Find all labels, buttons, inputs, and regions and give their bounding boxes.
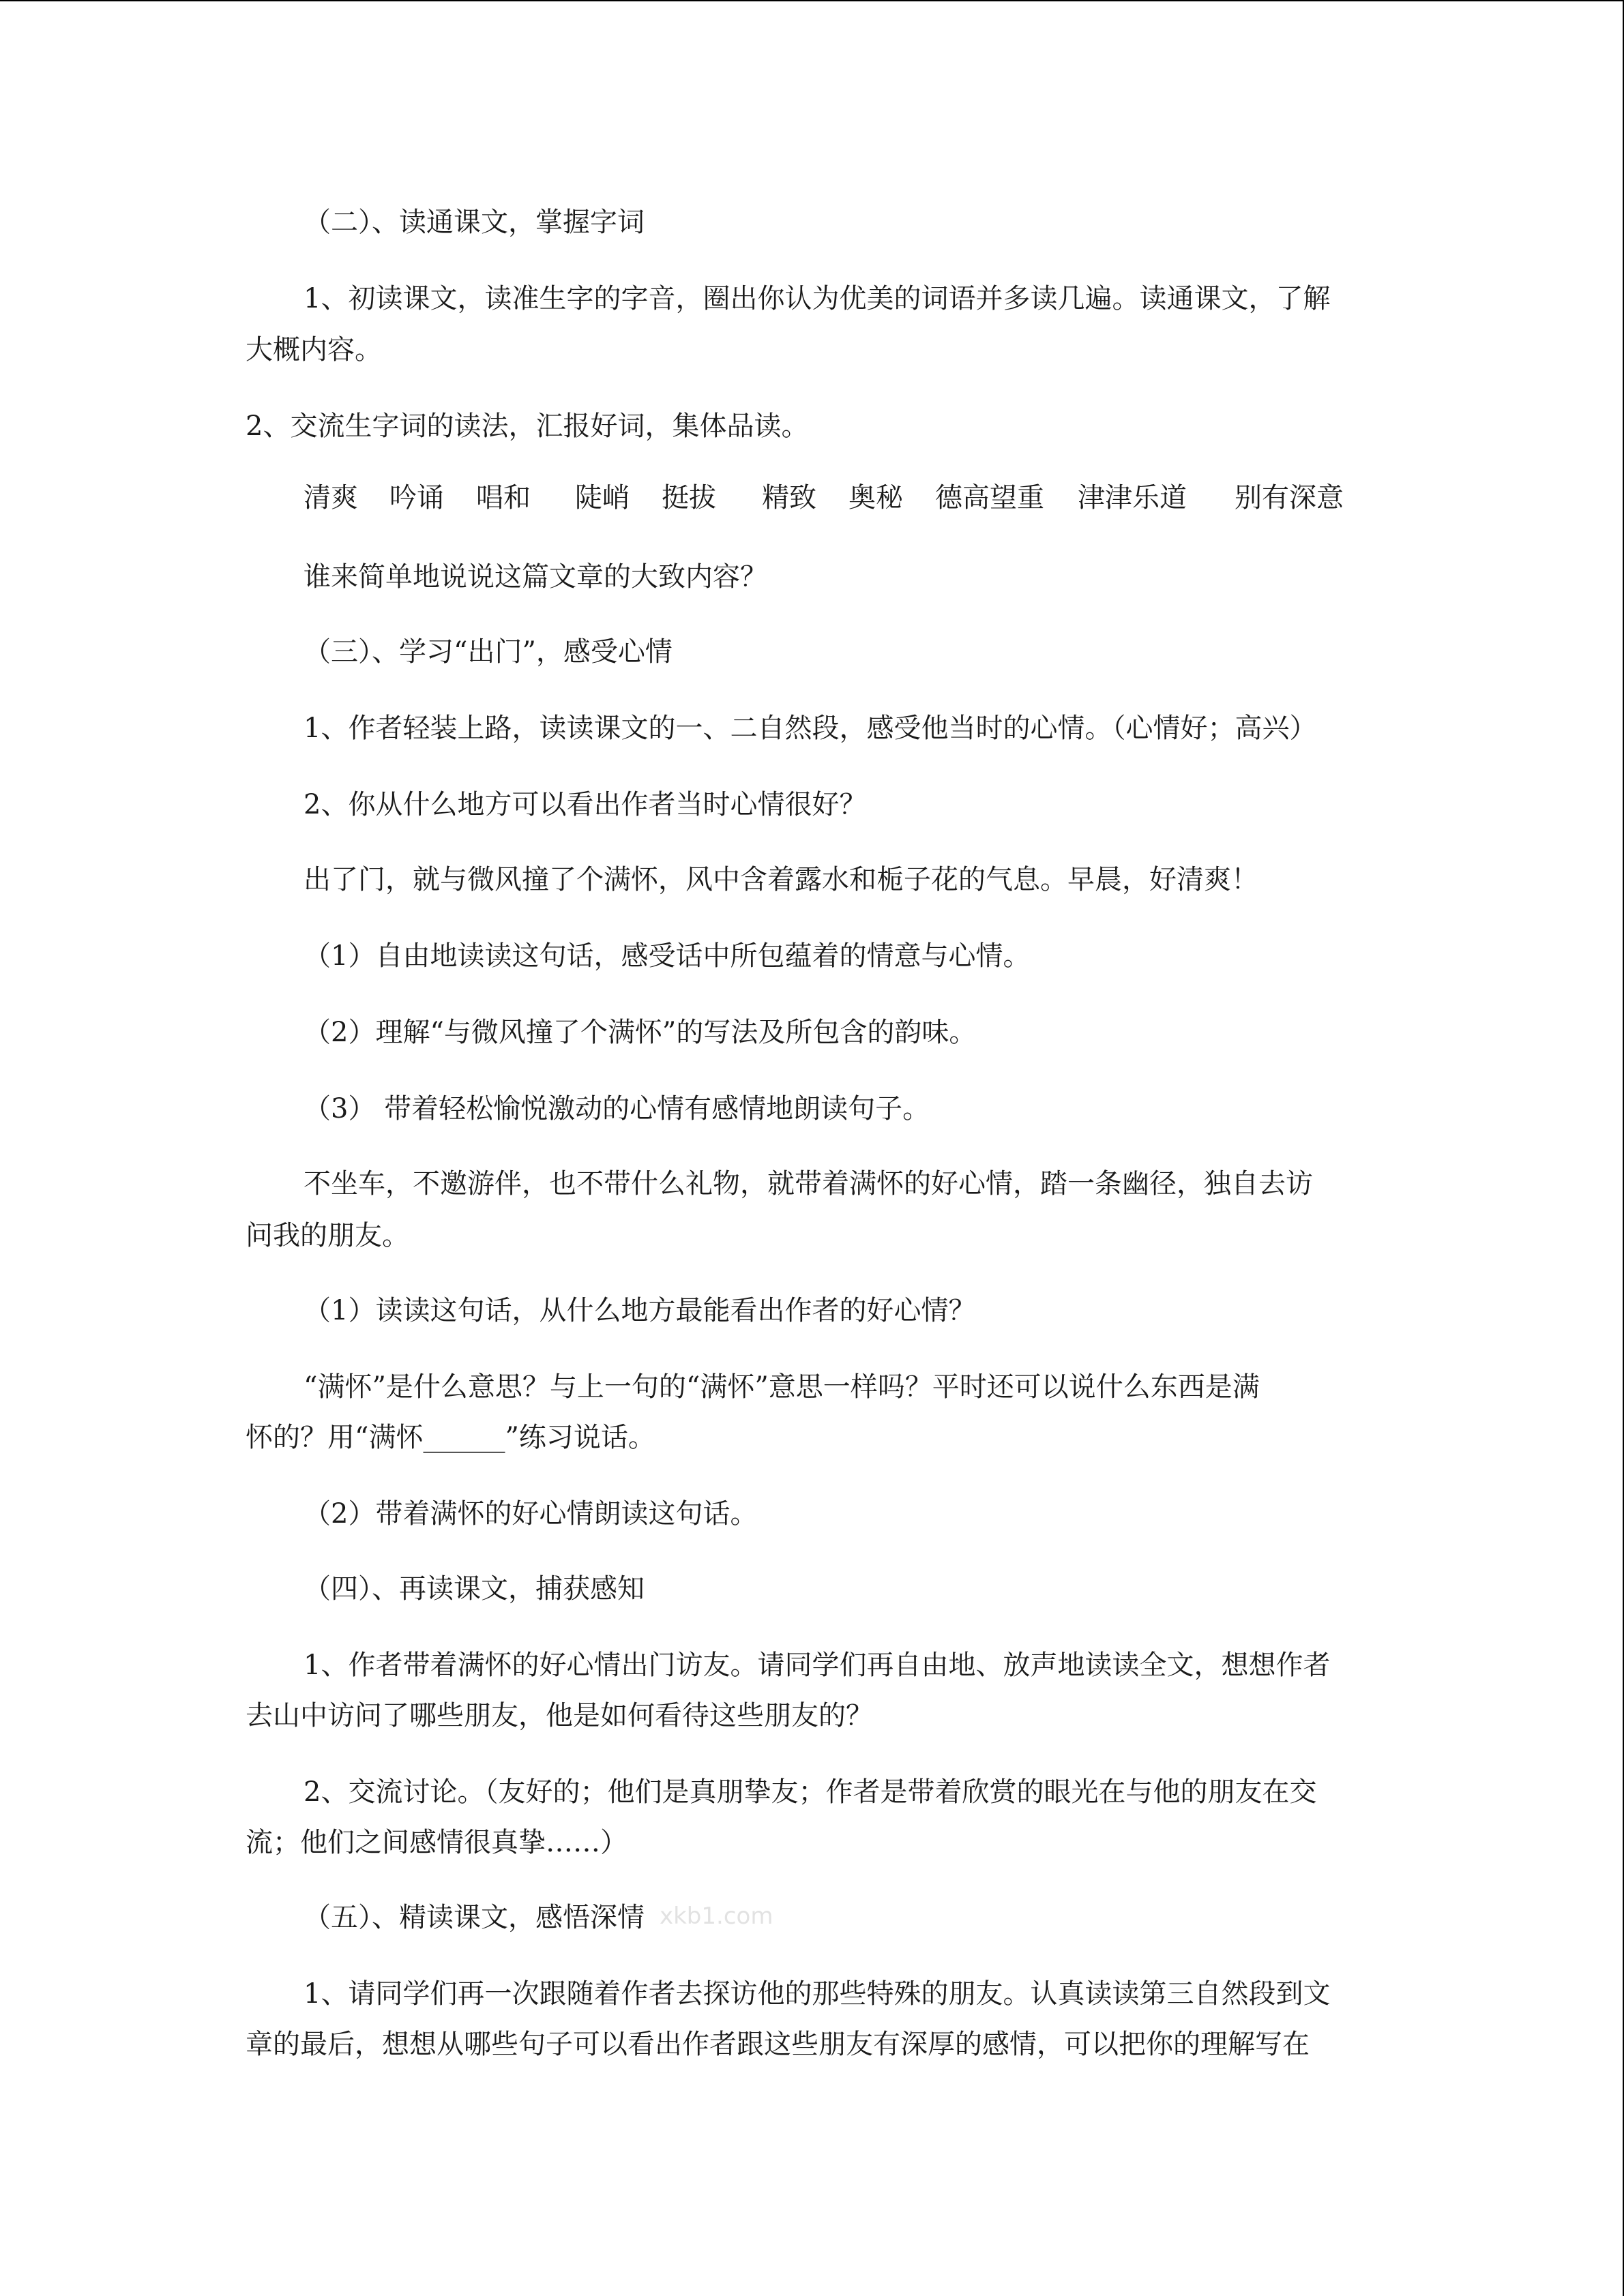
paragraph-line: （2）理解“与微风撞了个满怀”的写法及所包含的韵味。	[304, 1017, 977, 1048]
heading-section-4: （四）、再读课文，捕获感知	[304, 1573, 645, 1605]
paragraph-line: 2、交流讨论。（友好的；他们是真朋挚友；作者是带着欣赏的眼光在与他的朋友在交	[304, 1776, 1317, 1808]
vocab-word: 津津乐道	[1078, 482, 1187, 513]
paragraph-line: 2、你从什么地方可以看出作者当时心情很好？	[304, 789, 867, 820]
paragraph-line: 1、作者轻装上路，读读课文的一、二自然段，感受他当时的心情。（心情好；高兴）	[304, 713, 1317, 744]
quoted-sentence: 出了门，就与微风撞了个满怀，风中含着露水和栀子花的气息。早晨，好清爽！	[304, 864, 1258, 895]
watermark-text: xkb1.com	[660, 1903, 773, 1930]
paragraph-line: 去山中访问了哪些朋友，他是如何看待这些朋友的？	[246, 1700, 873, 1731]
paragraph-line: （3） 带着轻松愉悦激动的心情有感情地朗读句子。	[304, 1093, 930, 1124]
vocab-word: 陡峭	[575, 482, 630, 513]
paragraph-line: 流；他们之间感情很真挚……）	[246, 1827, 628, 1858]
paragraph-line: 2、交流生字词的读法，汇报好词，集体品读。	[246, 411, 809, 442]
paragraph-line: （2）带着满怀的好心情朗读这句话。	[304, 1498, 758, 1530]
quoted-sentence: 问我的朋友。	[246, 1220, 409, 1251]
paragraph-line: （1）读读这句话，从什么地方最能看出作者的好心情？	[304, 1295, 976, 1326]
vocab-word: 吟诵	[389, 482, 444, 513]
paragraph-line: “满怀”是什么意思？与上一句的“满怀”意思一样吗？平时还可以说什么东西是满	[304, 1371, 1260, 1403]
vocab-word: 精致	[762, 482, 816, 513]
quoted-sentence: 不坐车，不邀游伴，也不带什么礼物，就带着满怀的好心情，踏一条幽径，独自去访	[304, 1168, 1313, 1199]
heading-section-5: （五）、精读课文，感悟深情	[304, 1902, 645, 1933]
paragraph-line: 1、作者带着满怀的好心情出门访友。请同学们再自由地、放声地读读全文，想想作者	[304, 1650, 1331, 1681]
vocab-word: 挺拔	[662, 482, 716, 513]
paragraph-line: 章的最后，想想从哪些句子可以看出作者跟这些朋友有深厚的感情，可以把你的理解写在	[246, 2029, 1310, 2060]
paragraph-line: 1、初读课文，读准生字的字音，圈出你认为优美的词语并多读几遍。读通课文，了解	[304, 283, 1331, 314]
paragraph-line: 谁来简单地说说这篇文章的大致内容？	[304, 561, 767, 593]
vocab-word: 别有深意	[1235, 482, 1344, 513]
vocab-word: 德高望重	[935, 482, 1044, 513]
vocab-word: 清爽	[304, 482, 358, 513]
paragraph-line: 怀的？用“满怀______”练习说话。	[246, 1422, 655, 1453]
paragraph-line: （1）自由地读读这句话，感受话中所包蕴着的情意与心情。	[304, 940, 1031, 972]
heading-section-3: （三）、学习“出门”，感受心情	[304, 636, 673, 668]
vocab-word: 奥秘	[848, 482, 903, 513]
paragraph-line: 大概内容。	[246, 334, 382, 366]
heading-section-2: （二）、读通课文，掌握字词	[304, 207, 645, 238]
paragraph-line: 1、请同学们再一次跟随着作者去探访他的那些特殊的朋友。认真读读第三自然段到文	[304, 1978, 1331, 2010]
vocab-word: 唱和	[476, 482, 531, 513]
